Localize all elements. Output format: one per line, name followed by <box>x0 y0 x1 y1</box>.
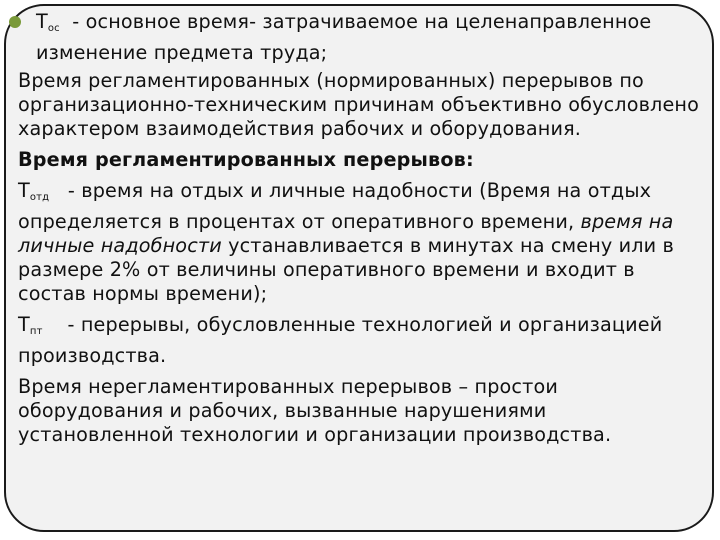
symbol-t-otd-main: Т <box>18 179 30 202</box>
paragraph-rest-time-text-after: устанавливается в минутах на смену или в размере 2% от величины оперативного времени и входит в состав нормы времени); <box>18 234 681 305</box>
symbol-t-pt-subscript: пт <box>29 326 43 337</box>
paragraph-regulated-breaks <box>18 69 704 141</box>
paragraph-rest-time-text: - время на отдых и личные надобности (Время на отдых определяется в процентах от оперативного времени, <box>18 179 658 233</box>
symbol-t-pt-main: Т <box>18 313 30 336</box>
paragraph-main-time <box>18 10 704 65</box>
heading-regulated-breaks <box>18 148 704 172</box>
bullet-dot-icon <box>9 16 21 28</box>
paragraph-tech-breaks <box>18 313 704 368</box>
symbol-t-os-main: Т <box>36 10 48 33</box>
symbol-t-os <box>36 10 60 41</box>
symbol-t-otd-subscript: отд <box>29 192 50 203</box>
heading-regulated-breaks-text: Время регламентированных перерывов: <box>18 148 474 171</box>
paragraph-regulated-breaks-text: Время регламентированных (нормированных) перерывов по организационно-техническим причинам объективно обусловлено характером взаимодействия рабочих и оборудования. <box>18 69 700 140</box>
paragraph-main-time-text: - основное время- затрачиваемое на целенаправленное изменение предмета труда; <box>36 10 658 64</box>
slide-body <box>18 10 704 454</box>
paragraph-tech-breaks-text: - перерывы, обусловленные технологией и организацией производства. <box>18 313 669 367</box>
paragraph-rest-time-italic: время на личные надобности <box>18 210 674 257</box>
symbol-t-pt <box>18 313 43 344</box>
paragraph-unregulated-breaks <box>18 375 704 447</box>
paragraph-unregulated-breaks-text: Время нерегламентированных перерывов – простои оборудования и рабочих, вызванные нарушениями установленной технологии и организации производства. <box>18 375 612 446</box>
paragraph-rest-time <box>18 179 704 306</box>
symbol-t-os-subscript: ос <box>47 23 60 34</box>
symbol-t-otd <box>18 179 49 210</box>
